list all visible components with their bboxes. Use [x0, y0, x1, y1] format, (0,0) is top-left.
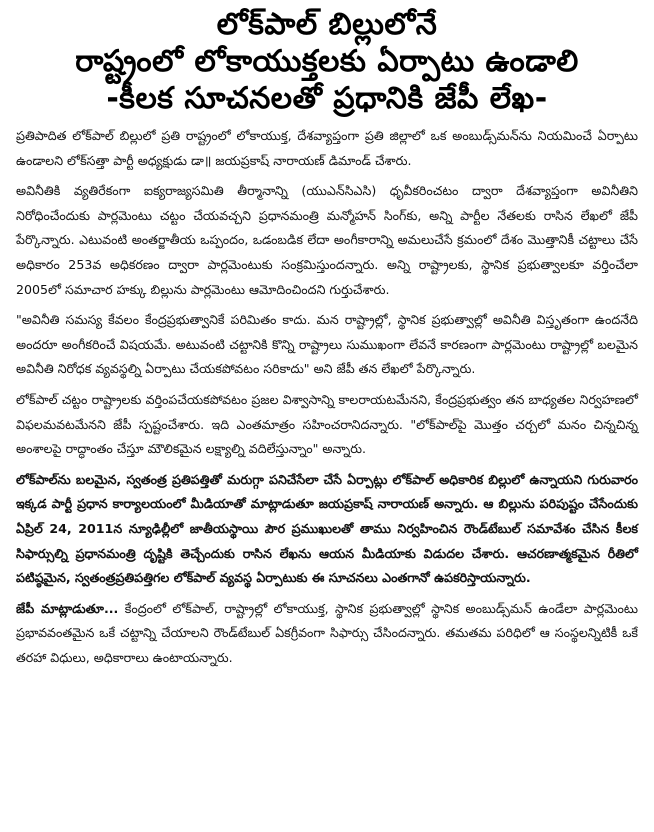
paragraph-4: లోక్‌పాల్ చట్టం రాష్ట్రాలకు వర్తింపచేయకపోవటం ప్రజల విశ్వాసాన్ని కాలరాయటమేనని, కేంద్రప్రభుత్వం తన బాధ్యతల నిర్వహణలో విఫలమవటమేనని జేపీ స్పష్టంచేశారు. ఇది ఎంతమాత్రం సహించరానిదన్నారు. "లోక్‌పాల్‌పై మొత్తం చర్చలో మనం చిన్నచిన్న అంశాలపై రాద్ధాంతం చేస్తూ మౌలికమైన లక్ష్యాల్ని వదిలేస్తున్నాం" అన్నారు.: [16, 391, 638, 457]
headline-line-1: లోక్‌పాల్ బిల్లులోనే: [216, 7, 438, 42]
paragraph-2: అవినీతికి వ్యతిరేకంగా ఐక్యరాజ్యసమితి తీర్మానాన్ని (యుఎన్‌సిఎసి) ధృవీకరించటం ద్వారా దేశవ్యాప్తంగా అవినీతిని నిరోధించేందుకు పార్లమెంటు చట్టం చేయవచ్చని ప్రధానమంత్రి మన్మోహన్ సింగ్‌కు, అన్ని పార్టీల నేతలకు రాసిన లేఖలో జేపీ పేర్కొన్నారు. ఎటువంటి అంతర్జాతీయ ఒప్పందం, ఒడంబడిక లేదా అంగీకారాన్ని అమలుచేసే క్రమంలో దేశం మొత్తానికీ చట్టాలు చేసే అధికారం 253వ అధికరణం ద్వారా పార్లమెంటుకు సంక్రమిస్తుందన్నారు. అన్ని రాష్ట్రాలకు, స్థానిక ప్రభుత్వాలకూ వర్తించేలా 2005లో సమాచార హక్కు బిల్లును పార్లమెంటు ఆమోదించిందని గుర్తుచేశారు.: [16, 183, 638, 297]
headline: [16, 6, 638, 117]
headline-line-3: -కీలక సూచనలతో ప్రధానికి జేపీ లేఖ-: [106, 81, 548, 116]
paragraph-5: లోక్‌పాల్‌ను బలమైన, స్వతంత్ర ప్రతిపత్తితో మరుగ్గా పనిచేసేలా చేసే ఏర్పాట్లు లోక్‌పాల్ అధికారిక బిల్లులో ఉన్నాయని గురువారం ఇక్కడ పార్టీ ప్రధాన కార్యాలయంలో మీడియాతో మాట్లాడుతూ జయప్రకాష్ నారాయణ్ అన్నారు. ఆ బిల్లును పరిపుష్టం చేసేందుకు ఏప్రిల్ 24, 2011న న్యూఢిల్లీలో జాతీయస్థాయి పౌర ప్రముఖులతో తాము నిర్వహించిన రౌండ్‌టేబుల్ సమావేశం చేసిన కీలక సిఫార్సుల్ని ప్రధానమంత్రి దృష్టికి తెచ్చేందుకు రాసిన లేఖను ఆయన మీడియాకు విడుదల చేశారు. ఆచరణాత్మకమైన రీతిలో పటిష్ఠమైన, స్వతంత్రప్రతిపత్తిగల లోక్‌పాల్ వ్యవస్థ ఏర్పాటుకు ఈ సూచనలు ఎంతగానో ఉపకరిస్తాయన్నారు.: [16, 471, 638, 586]
headline-line-2: రాష్ట్రంలో లోకాయుక్తలకు ఏర్పాటు ఉండాలి: [75, 44, 579, 79]
paragraph-3: "అవినీతి సమస్య కేవలం కేంద్రప్రభుత్వానికే పరిమితం కాదు. మన రాష్ట్రాల్లో, స్థానిక ప్రభుత్వాల్లో అవినీతి విస్తృతంగా ఉందనేది అందరూ అంగీకరించే విషయమే. అటువంటి చట్టానికి కొన్ని రాష్ట్రాలు సుముఖంగా లేవనే కారణంగా పార్లమెంటు రాష్ట్రాల్లో బలమైన అవినీతి నిరోధక వ్యవస్థల్ని ఏర్పాటు చేయకపోవటం సరికాదు" అని జేపీ తన లేఖలో పేర్కొన్నారు.: [16, 312, 638, 377]
paragraph-6-text: కేంద్రంలో లోక్‌పాల్, రాష్ట్రాల్లో లోకాయుక్త, స్థానిక ప్రభుత్వాల్లో స్థానిక అంబుడ్స్‌మన్ ఉండేలా పార్లమెంటు ప్రభావవంతమైన ఒకే చట్టాన్ని చేయాలని రౌండ్‌టేబుల్ ఏకగ్రీవంగా సిఫార్సు చేసిందన్నారు. తమతమ పరిధిలో ఆ సంస్థలన్నిటికీ ఒకే తరహా విధులు, అధికారాలు ఉంటాయన్నారు.: [16, 600, 638, 665]
paragraph-1: ప్రతిపాదిత లోక్‌పాల్ బిల్లులో ప్రతి రాష్ట్రంలో లోకాయుక్త, దేశవ్యాప్తంగా ప్రతి జిల్లాలో ఒక అంబుడ్స్‌మన్‌ను నియమించే ఏర్పాటు ఉండాలని లోక్‌సత్తా పార్టీ అధ్యక్షుడు డా॥ జయప్రకాష్ నారాయణ్ డిమాండ్ చేశారు.: [16, 128, 638, 168]
paragraph-6: [16, 597, 638, 671]
paragraph-6-lead: జేపీ మాట్లాడుతూ...: [16, 600, 119, 616]
article-body: [16, 123, 638, 670]
